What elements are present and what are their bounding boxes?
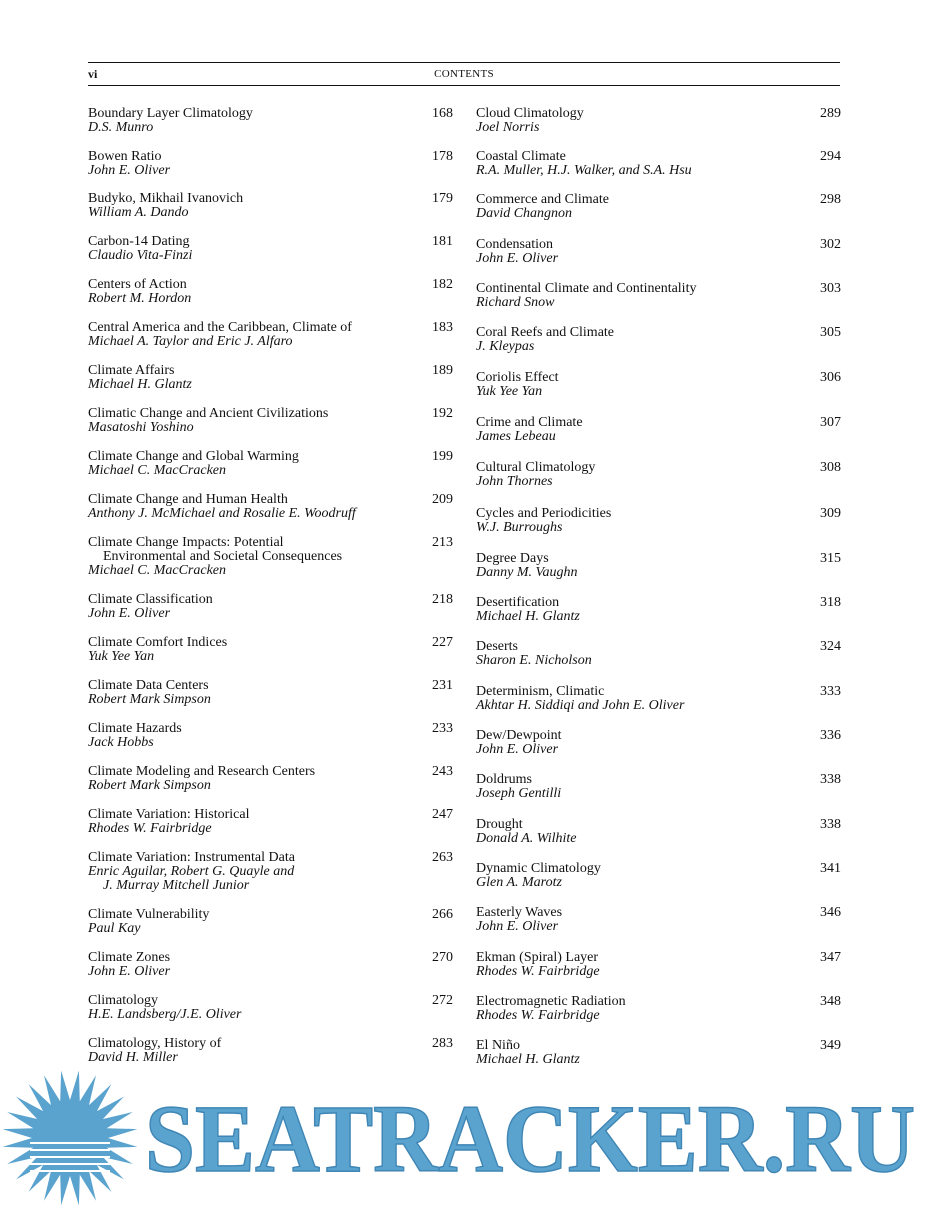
entry-author-continued: J. Murray Mitchell Junior <box>103 878 250 893</box>
entry-author: Joseph Gentilli <box>476 786 562 801</box>
entry-author: Claudio Vita-Finzi <box>88 248 193 263</box>
entry-author: Michael H. Glantz <box>476 1052 580 1067</box>
toc-entry <box>476 416 841 444</box>
entry-page-number: 338 <box>820 772 841 787</box>
entry-title: Ekman (Spiral) Layer <box>476 950 599 965</box>
entry-page-number: 243 <box>432 764 453 779</box>
entry-page-number: 272 <box>432 993 453 1008</box>
toc-entry <box>88 1037 453 1065</box>
toc-entry <box>88 235 453 263</box>
entry-author: John E. Oliver <box>476 742 559 757</box>
entry-title: Coral Reefs and Climate <box>476 325 615 340</box>
entry-page-number: 308 <box>820 460 841 475</box>
toc-entry <box>476 862 841 890</box>
entry-page-number: 302 <box>820 237 841 252</box>
entry-author: Rhodes W. Fairbridge <box>88 821 212 836</box>
entry-author: Masatoshi Yoshino <box>88 420 194 435</box>
entry-author: John Thornes <box>476 474 553 489</box>
toc-entry <box>476 371 841 399</box>
entry-title: Desertification <box>476 595 560 610</box>
contents-left-column <box>88 107 453 1065</box>
toc-entry <box>88 593 453 621</box>
entry-page-number: 179 <box>432 191 453 206</box>
toc-entry <box>88 493 453 521</box>
toc-entry <box>88 536 453 578</box>
toc-entry <box>88 851 453 893</box>
toc-entry <box>476 238 841 266</box>
toc-entry <box>88 722 453 750</box>
running-header <box>88 62 840 86</box>
toc-entry <box>88 765 453 793</box>
entry-title: Carbon-14 Dating <box>88 234 190 249</box>
entry-title: Climate Variation: Instrumental Data <box>88 850 295 865</box>
entry-author: W.J. Burroughs <box>476 520 563 535</box>
toc-entry <box>476 326 841 354</box>
entry-author: Michael H. Glantz <box>88 377 192 392</box>
entry-page-number: 263 <box>432 850 453 865</box>
entry-author: J. Kleypas <box>476 339 535 354</box>
page-title: CONTENTS <box>434 68 494 80</box>
entry-page-number: 181 <box>432 234 453 249</box>
entry-title: Drought <box>476 817 523 832</box>
entry-author: Enric Aguilar, Robert G. Quayle and <box>88 864 295 879</box>
toc-entry <box>476 552 841 580</box>
entry-page-number: 348 <box>820 994 841 1009</box>
toc-entry <box>88 908 453 936</box>
toc-entry <box>88 679 453 707</box>
entry-author: Paul Kay <box>88 921 141 936</box>
entry-title: Deserts <box>476 639 518 654</box>
entry-author: Richard Snow <box>476 295 555 310</box>
entry-title: Bowen Ratio <box>88 149 162 164</box>
entry-page-number: 182 <box>432 277 453 292</box>
entry-author: Glen A. Marotz <box>476 875 562 890</box>
entry-title: Continental Climate and Continentality <box>476 281 697 296</box>
entry-author: James Lebeau <box>476 429 556 444</box>
entry-page-number: 231 <box>432 678 453 693</box>
entry-title: Climate Zones <box>88 950 171 965</box>
entry-title: Crime and Climate <box>476 415 583 430</box>
entry-page-number: 227 <box>432 635 453 650</box>
toc-entry <box>88 321 453 349</box>
entry-author: John E. Oliver <box>476 919 559 934</box>
entry-page-number: 305 <box>820 325 841 340</box>
entry-title: Climate Modeling and Research Centers <box>88 764 316 779</box>
toc-entry <box>88 150 453 178</box>
toc-entry <box>476 461 841 489</box>
entry-author: H.E. Landsberg/J.E. Oliver <box>88 1007 242 1022</box>
entry-author: Donald A. Wilhite <box>476 831 577 846</box>
toc-entry <box>476 507 841 535</box>
page-number: vi <box>88 67 98 81</box>
entry-title: Climate Hazards <box>88 721 182 736</box>
entry-author: Danny M. Vaughn <box>476 565 578 580</box>
entry-title: Coastal Climate <box>476 149 566 164</box>
entry-page-number: 338 <box>820 817 841 832</box>
toc-entry <box>88 364 453 392</box>
entry-title: Climatology, History of <box>88 1036 222 1051</box>
entry-title: Climate Change and Human Health <box>88 492 288 507</box>
entry-author: Anthony J. McMichael and Rosalie E. Woodruff <box>88 506 356 521</box>
entry-page-number: 349 <box>820 1038 841 1053</box>
entry-author: Michael H. Glantz <box>476 609 580 624</box>
entry-title-continued: Environmental and Societal Consequences <box>103 549 343 564</box>
entry-page-number: 199 <box>432 449 453 464</box>
toc-entry <box>476 906 841 934</box>
entry-title: Cultural Climatology <box>476 460 596 475</box>
watermark-text: SEATRACKER.RU <box>145 1085 915 1192</box>
entry-author: Akhtar H. Siddiqi and John E. Oliver <box>476 698 685 713</box>
entry-title: Cloud Climatology <box>476 106 584 121</box>
entry-author: R.A. Muller, H.J. Walker, and S.A. Hsu <box>476 163 692 178</box>
toc-entry <box>476 193 841 221</box>
sun-logo-icon <box>3 1071 138 1206</box>
entry-author: John E. Oliver <box>476 251 559 266</box>
toc-entry <box>476 640 841 668</box>
entry-page-number: 309 <box>820 506 841 521</box>
entry-page-number: 233 <box>432 721 453 736</box>
entry-author: William A. Dando <box>88 205 189 220</box>
toc-entry <box>476 773 841 801</box>
toc-entry <box>476 685 841 713</box>
entry-author: Rhodes W. Fairbridge <box>476 964 600 979</box>
entry-author: D.S. Munro <box>88 120 154 135</box>
entry-title: Commerce and Climate <box>476 192 609 207</box>
entry-author: Joel Norris <box>476 120 540 135</box>
toc-entry <box>88 107 453 135</box>
entry-page-number: 336 <box>820 728 841 743</box>
entry-page-number: 209 <box>432 492 453 507</box>
entry-author: John E. Oliver <box>88 163 171 178</box>
toc-entry <box>88 808 453 836</box>
toc-entry <box>476 150 841 178</box>
entry-title: Cycles and Periodicities <box>476 506 612 521</box>
toc-entry <box>88 951 453 979</box>
entry-title: Coriolis Effect <box>476 370 559 385</box>
entry-author: Robert Mark Simpson <box>88 692 211 707</box>
entry-title: Climate Affairs <box>88 363 175 378</box>
entry-title: Condensation <box>476 237 553 252</box>
entry-page-number: 307 <box>820 415 841 430</box>
entry-page-number: 318 <box>820 595 841 610</box>
entry-page-number: 213 <box>432 535 453 550</box>
entry-title: Climate Variation: Historical <box>88 807 250 822</box>
entry-author: John E. Oliver <box>88 964 171 979</box>
entry-title: Dew/Dewpoint <box>476 728 562 743</box>
entry-title: Budyko, Mikhail Ivanovich <box>88 191 244 206</box>
entry-page-number: 341 <box>820 861 841 876</box>
entry-author: Robert M. Hordon <box>88 291 192 306</box>
entry-author: Yuk Yee Yan <box>476 384 543 399</box>
entry-author: Sharon E. Nicholson <box>476 653 592 668</box>
entry-title: Centers of Action <box>88 277 187 292</box>
entry-title: Boundary Layer Climatology <box>88 106 253 121</box>
seatracker-watermark <box>0 1068 929 1206</box>
entry-title: Climate Vulnerability <box>88 907 210 922</box>
entry-page-number: 168 <box>432 106 453 121</box>
entry-page-number: 333 <box>820 684 841 699</box>
entry-page-number: 346 <box>820 905 841 920</box>
entry-title: Determinism, Climatic <box>476 684 605 699</box>
entry-title: Climatic Change and Ancient Civilizations <box>88 406 329 421</box>
entry-title: Climate Classification <box>88 592 213 607</box>
toc-entry <box>88 636 453 664</box>
entry-title: Climate Data Centers <box>88 678 209 693</box>
entry-title: Climate Change and Global Warming <box>88 449 299 464</box>
entry-title: Climate Change Impacts: Potential <box>88 535 284 550</box>
entry-title: Central America and the Caribbean, Climate of <box>88 320 352 335</box>
entry-page-number: 218 <box>432 592 453 607</box>
entry-page-number: 294 <box>820 149 841 164</box>
entry-title: Doldrums <box>476 772 532 787</box>
toc-entry <box>476 596 841 624</box>
contents-right-column <box>476 107 841 1067</box>
entry-author: Yuk Yee Yan <box>88 649 155 664</box>
entry-page-number: 283 <box>432 1036 453 1051</box>
entry-page-number: 192 <box>432 406 453 421</box>
entry-page-number: 266 <box>432 907 453 922</box>
toc-entry <box>88 407 453 435</box>
entry-page-number: 270 <box>432 950 453 965</box>
toc-entry <box>476 818 841 846</box>
toc-entry <box>476 729 841 757</box>
entry-page-number: 347 <box>820 950 841 965</box>
entry-author: Michael C. MacCracken <box>88 463 227 478</box>
entry-page-number: 315 <box>820 551 841 566</box>
entry-author: David H. Miller <box>88 1050 178 1065</box>
toc-entry <box>88 994 453 1022</box>
entry-author: Robert Mark Simpson <box>88 778 211 793</box>
toc-entry <box>476 951 841 979</box>
entry-page-number: 178 <box>432 149 453 164</box>
entry-title: Dynamic Climatology <box>476 861 601 876</box>
entry-page-number: 324 <box>820 639 841 654</box>
entry-page-number: 303 <box>820 281 841 296</box>
toc-entry <box>476 995 841 1023</box>
entry-title: Easterly Waves <box>476 905 563 920</box>
entry-title: Climate Comfort Indices <box>88 635 228 650</box>
entry-author: David Changnon <box>476 206 573 221</box>
entry-title: Climatology <box>88 993 158 1008</box>
entry-page-number: 298 <box>820 192 841 207</box>
toc-entry <box>476 282 841 310</box>
entry-page-number: 183 <box>432 320 453 335</box>
toc-entry <box>476 1039 841 1067</box>
entry-author: Rhodes W. Fairbridge <box>476 1008 600 1023</box>
toc-entry <box>88 450 453 478</box>
entry-title: Degree Days <box>476 551 549 566</box>
entry-page-number: 306 <box>820 370 841 385</box>
toc-entry <box>476 107 841 135</box>
toc-entry <box>88 278 453 306</box>
entry-author: Michael A. Taylor and Eric J. Alfaro <box>88 334 293 349</box>
entry-page-number: 189 <box>432 363 453 378</box>
entry-page-number: 247 <box>432 807 453 822</box>
entry-title: El Niño <box>476 1038 520 1053</box>
toc-entry <box>88 192 453 220</box>
entry-author: John E. Oliver <box>88 606 171 621</box>
entry-author: Michael C. MacCracken <box>88 563 227 578</box>
entry-title: Electromagnetic Radiation <box>476 994 626 1009</box>
entry-page-number: 289 <box>820 106 841 121</box>
entry-author: Jack Hobbs <box>88 735 154 750</box>
